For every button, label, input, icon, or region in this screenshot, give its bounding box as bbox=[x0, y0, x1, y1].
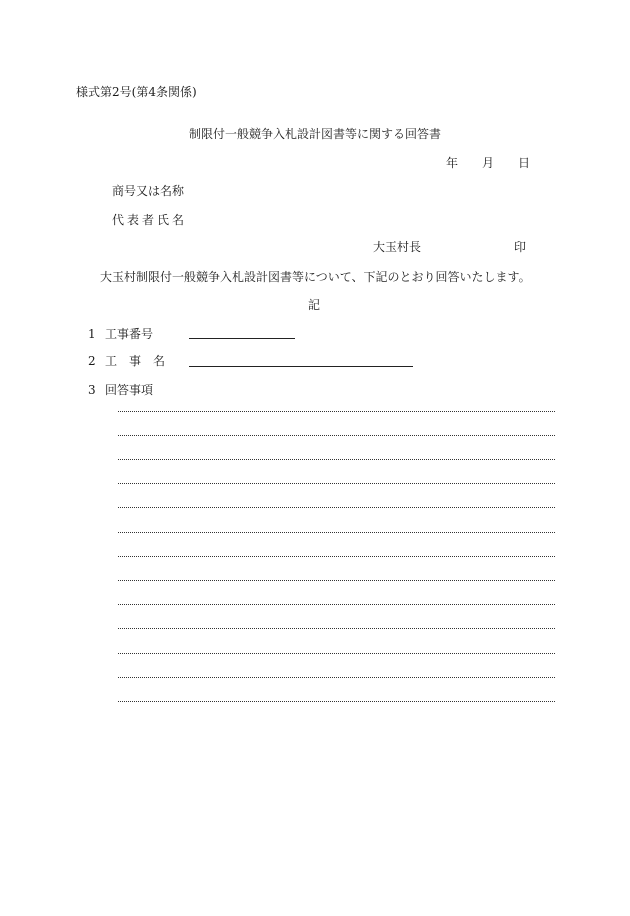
form-number-label: 様式第2号(第4条関係) bbox=[76, 85, 197, 99]
trade-name-label: 商号又は名称 bbox=[112, 184, 185, 198]
item-number: 2 bbox=[88, 354, 96, 368]
item-answer-matters bbox=[88, 383, 153, 397]
answer-dotted-line bbox=[118, 411, 555, 412]
issuer-name: 大玉村長 bbox=[373, 240, 422, 254]
date-day: 日 bbox=[518, 156, 531, 170]
item-label: 工事番号 bbox=[105, 327, 154, 341]
answer-dotted-line bbox=[118, 556, 555, 557]
item-number: 3 bbox=[88, 383, 96, 397]
body-text: 大玉村制限付一般競争入札設計図書等について、下記のとおり回答いたします。 bbox=[100, 270, 531, 284]
representative-label: 代表者氏名 bbox=[112, 213, 188, 227]
answer-dotted-line bbox=[118, 653, 555, 654]
answer-dotted-line bbox=[118, 459, 555, 460]
answer-dotted-line bbox=[118, 677, 555, 678]
answer-dotted-line bbox=[118, 628, 555, 629]
date-line bbox=[446, 156, 530, 170]
item-construction-name bbox=[88, 354, 165, 368]
seal-mark: 印 bbox=[514, 240, 527, 254]
item-label: 工 事 名 bbox=[105, 354, 166, 368]
construction-name-underline bbox=[189, 366, 413, 367]
document-title: 制限付一般競争入札設計図書等に関する回答書 bbox=[188, 127, 441, 141]
answer-dotted-line bbox=[118, 435, 555, 436]
item-label: 回答事項 bbox=[105, 383, 154, 397]
answer-dotted-line bbox=[118, 507, 555, 508]
date-year: 年 bbox=[446, 156, 459, 170]
answer-dotted-line bbox=[118, 604, 555, 605]
item-construction-number bbox=[88, 327, 153, 341]
item-number: 1 bbox=[88, 327, 96, 341]
answer-dotted-line bbox=[118, 580, 555, 581]
answer-dotted-line bbox=[118, 483, 555, 484]
date-month: 月 bbox=[482, 156, 495, 170]
answer-dotted-line bbox=[118, 532, 555, 533]
construction-number-underline bbox=[189, 338, 295, 339]
answer-dotted-line bbox=[118, 701, 555, 702]
ki-heading: 記 bbox=[308, 298, 321, 312]
